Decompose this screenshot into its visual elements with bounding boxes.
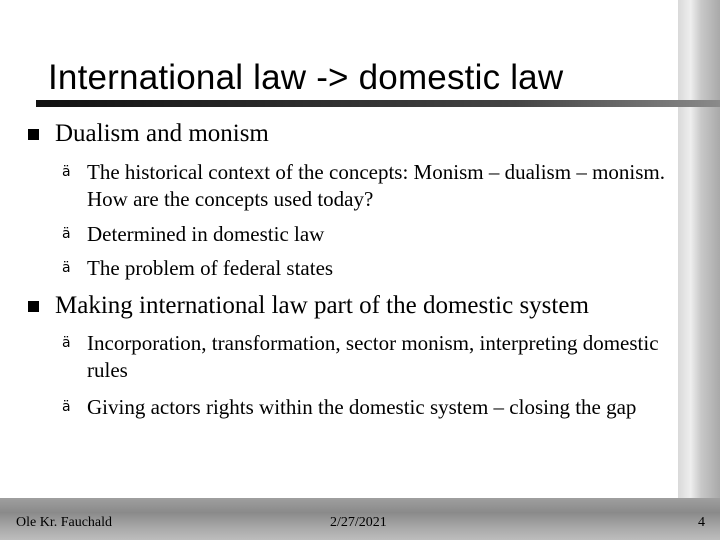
bullet-text: Making international law part of the domestic system — [55, 292, 589, 319]
sub-bullet-text: Giving actors rights within the domestic system – closing the gap — [87, 395, 637, 419]
sub-bullet-text: Determined in domestic law — [87, 222, 325, 246]
bullet-text: Dualism and monism — [55, 120, 269, 147]
footer-date: 2/27/2021 — [330, 515, 387, 530]
footer-author: Ole Kr. Fauchald — [16, 515, 113, 530]
sub-bullet-text: The problem of federal states — [87, 256, 334, 280]
title-underline — [36, 100, 720, 107]
right-decor-band — [678, 0, 720, 500]
square-bullet-icon — [28, 129, 39, 140]
slide-title: International law -> domestic law — [48, 58, 564, 97]
arrow-bullet-icon: ä — [62, 226, 71, 242]
footer-page-number: 4 — [698, 515, 705, 530]
square-bullet-icon — [28, 301, 39, 312]
sub-bullet-text: Incorporation, transformation, sector monism, interpreting domestic rules — [87, 331, 659, 382]
sub-bullet-text: The historical context of the concepts: Monism – dualism – monism. How are the concepts used today? — [87, 160, 665, 211]
arrow-bullet-icon: ä — [62, 164, 71, 180]
arrow-bullet-icon: ä — [62, 399, 71, 415]
arrow-bullet-icon: ä — [62, 335, 71, 351]
arrow-bullet-icon: ä — [62, 260, 71, 276]
